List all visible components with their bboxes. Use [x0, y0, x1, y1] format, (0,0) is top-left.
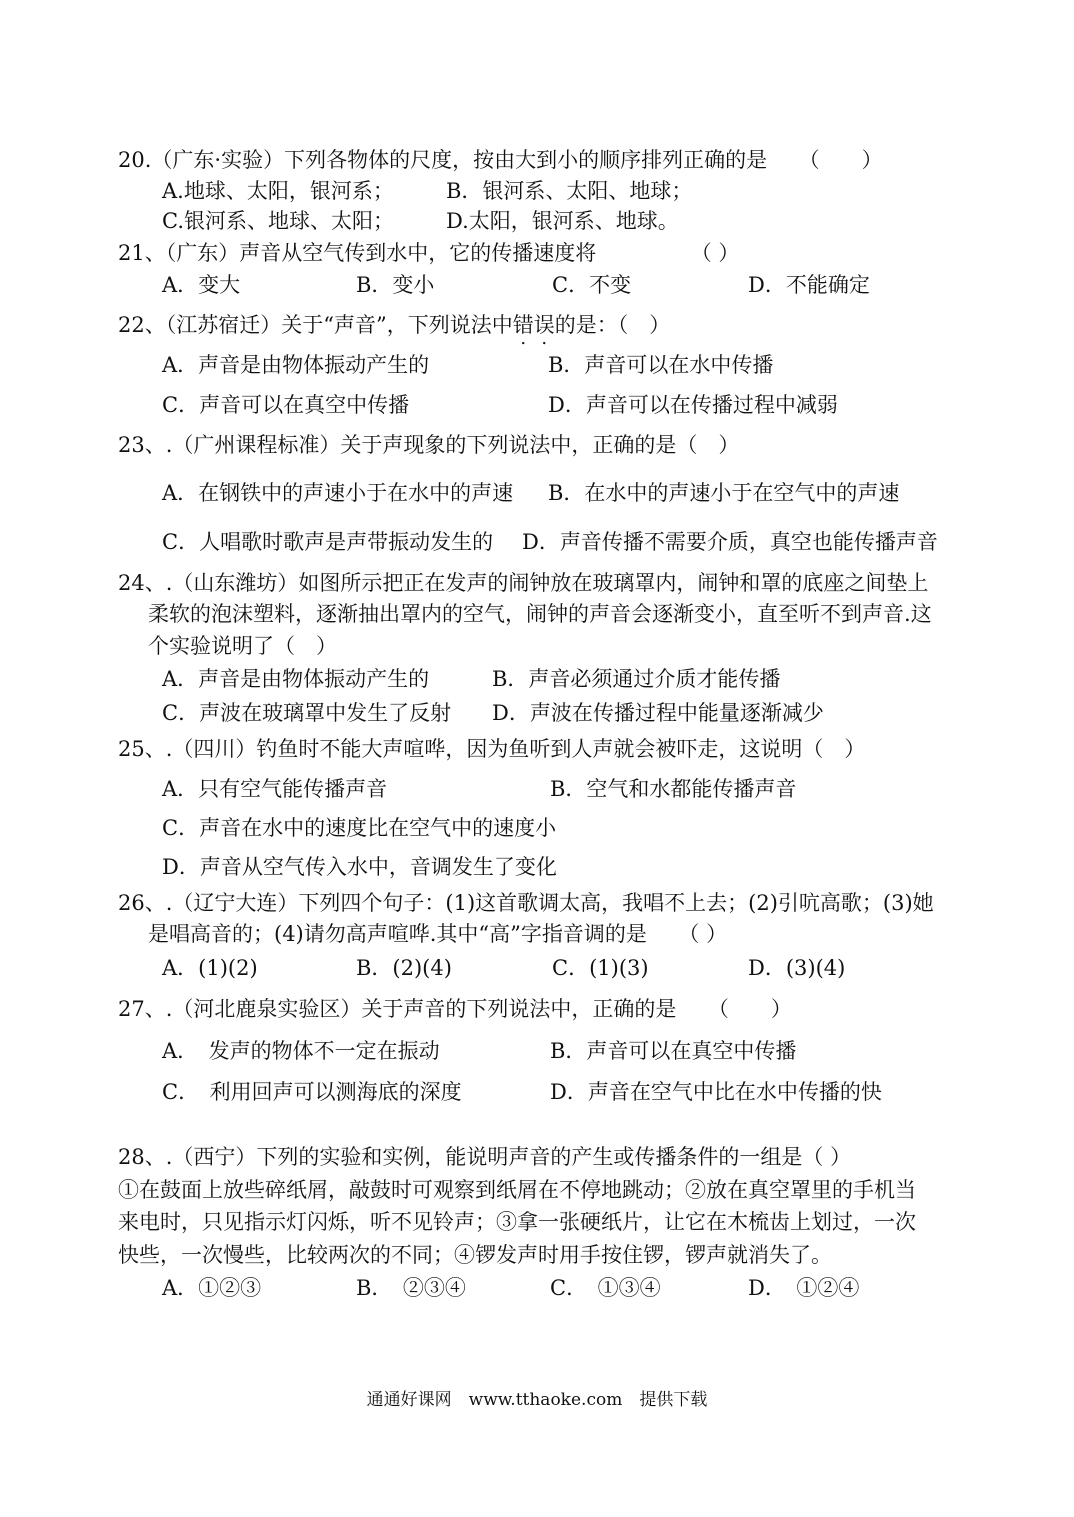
- q28-body-line-1: ①在鼓面上放些碎纸屑，敲鼓时可观察到纸屑在不停地跳动；②放在真空罩里的手机当: [118, 1178, 916, 1202]
- q26-option-d: D．(3)(4): [748, 956, 846, 980]
- q24-option-b: B．声音必须通过介质才能传播: [492, 667, 781, 691]
- q24-stem-line-3: 个实验说明了（ ）: [148, 634, 337, 658]
- q22-option-d: D．声音可以在传播过程中减弱: [548, 393, 838, 417]
- q21-option-c: C．不变: [552, 273, 632, 297]
- q23-option-b: B．在水中的声速小于在空气中的声速: [548, 481, 900, 505]
- q27-option-b: B．声音可以在真空中传播: [550, 1039, 797, 1063]
- q25-option-c: C．声音在水中的速度比在空气中的速度小: [162, 816, 557, 840]
- q22-option-b: B．声音可以在水中传播: [548, 353, 774, 377]
- q27-option-a: A． 发声的物体不一定在振动: [162, 1039, 440, 1063]
- q26-option-a: A．(1)(2): [162, 956, 258, 980]
- q26-option-b: B．(2)(4): [356, 956, 452, 980]
- q20-stem: 20.（广东·实验）下列各物体的尺度，按由大到小的顺序排列正确的是 （ ）: [118, 148, 883, 172]
- q22-stem: [118, 312, 670, 338]
- q20-option-b: B．银河系、太阳、地球；: [446, 179, 693, 203]
- q28-option-a: A．①②③: [162, 1276, 262, 1300]
- q21-option-a: A．变大: [162, 273, 241, 297]
- q21-option-d: D．不能确定: [748, 273, 870, 297]
- q24-option-a: A．声音是由物体振动产生的: [162, 667, 430, 691]
- q28-stem: 28、.（西宁）下列的实验和实例，能说明声音的产生或传播条件的一组是（ ）: [118, 1145, 852, 1169]
- q28-body-line-2: 来电时，只见指示灯闪烁，听不见铃声；③拿一张硬纸片，让它在木梳齿上划过，一次: [118, 1210, 916, 1234]
- q23-option-d: D．声音传播不需要介质，真空也能传播声音: [522, 530, 938, 554]
- q25-option-b: B．空气和水都能传播声音: [550, 777, 797, 801]
- q21-option-b: B．变小: [356, 273, 435, 297]
- page-footer: 通通好课网 www.tthaoke.com 提供下载: [366, 1390, 708, 1410]
- q24-stem-line-2: 柔软的泡沫塑料，逐渐抽出罩内的空气，闹钟的声音会逐渐变小，直至听不到声音.这: [148, 602, 932, 626]
- q25-option-d: D．声音从空气传入水中，音调发生了变化: [162, 855, 557, 879]
- q27-option-c: C． 利用回声可以测海底的深度: [162, 1080, 462, 1104]
- q22-option-c: C．声音可以在真空中传播: [162, 393, 410, 417]
- q25-option-a: A．只有空气能传播声音: [162, 777, 388, 801]
- q26-stem-line-2: 是唱高音的；(4)请勿高声喧哗.其中“高”字指音调的是 （ ）: [148, 922, 728, 946]
- q21-stem: 21、（广东）声音从空气传到水中，它的传播速度将 （ ）: [118, 241, 740, 265]
- q28-body-line-3: 快些，一次慢些，比较两次的不同；④锣发声时用手按住锣，锣声就消失了。: [118, 1243, 832, 1267]
- q23-stem: 23、.（广州课程标准）关于声现象的下列说法中，正确的是（ ）: [118, 433, 740, 457]
- q24-option-c: C．声波在玻璃罩中发生了反射: [162, 701, 452, 725]
- q27-option-d: D．声音在空气中比在水中传播的快: [550, 1080, 882, 1104]
- q20-option-c: C.银河系、地球、太阳；: [162, 209, 394, 233]
- q22-emphasis-char-2: 误: [533, 313, 555, 337]
- q23-option-c: C．人唱歌时歌声是声带振动发生的: [162, 530, 494, 554]
- q23-option-a: A．在钢铁中的声速小于在水中的声速: [162, 481, 514, 505]
- q24-stem-line-1: 24、.（山东潍坊）如图所示把正在发声的闹钟放在玻璃罩内，闹钟和罩的底座之间垫上: [118, 571, 929, 595]
- q28-option-c: C． ①③④: [550, 1276, 661, 1300]
- q27-stem: 27、.（河北鹿泉实验区）关于声音的下列说法中，正确的是 （ ）: [118, 997, 792, 1021]
- q22-option-a: A．声音是由物体振动产生的: [162, 353, 430, 377]
- q25-stem: 25、.（四川）钓鱼时不能大声喧哗，因为鱼听到人声就会被吓走，这说明（ ）: [118, 737, 866, 761]
- q20-option-a: A.地球、太阳，银河系；: [162, 179, 394, 203]
- q26-option-c: C．(1)(3): [552, 956, 649, 980]
- q22-stem-pre: 22、（江苏宿迁）关于“声音”，下列说法中: [118, 313, 513, 337]
- q24-option-d: D．声波在传播过程中能量逐渐减少: [492, 701, 824, 725]
- q26-stem-line-1: 26、.（辽宁大连）下列四个句子：(1)这首歌调太高，我唱不上去；(2)引吭高歌；(3)她: [118, 891, 934, 915]
- q28-option-b: B． ②③④: [356, 1276, 466, 1300]
- q28-option-d: D． ①②④: [748, 1276, 860, 1300]
- q22-emphasis-char-1: 错: [512, 313, 534, 337]
- q20-option-d: D.太阳，银河系、地球。: [446, 209, 679, 233]
- q22-stem-post: 的是：（ ）: [554, 313, 671, 337]
